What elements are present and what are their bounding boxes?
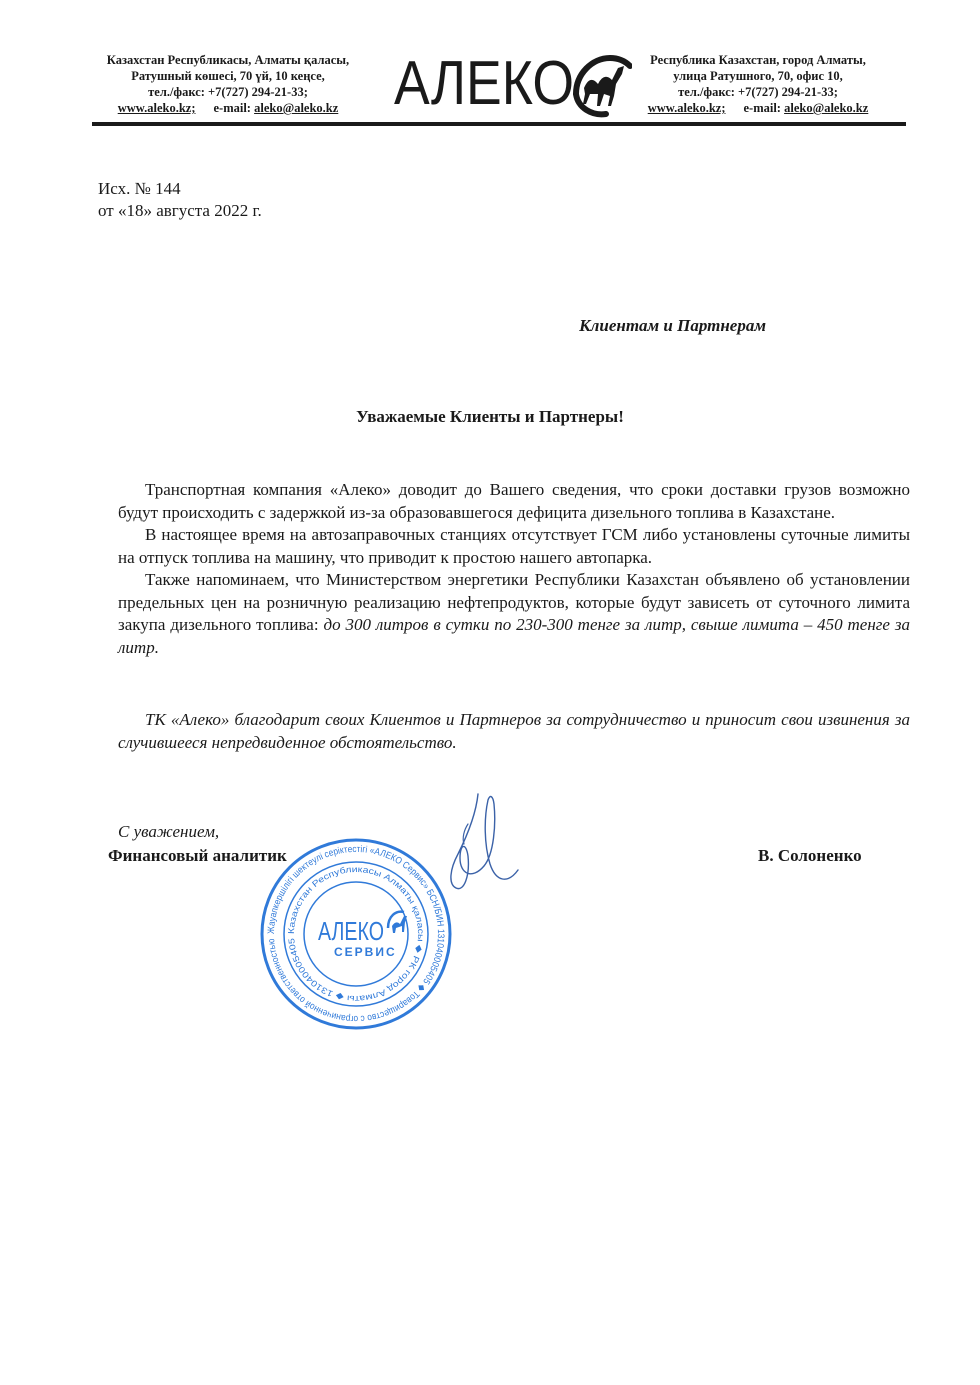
signatory-name: В. Солоненко xyxy=(758,846,862,865)
closing-regards: С уважением, xyxy=(118,822,220,841)
company-seal xyxy=(258,836,454,1032)
header-right-line-2: улица Ратушного, 70, офис 10, xyxy=(673,69,843,83)
letter-body xyxy=(118,479,910,659)
handwritten-signature xyxy=(438,784,548,914)
seal-inner-ring-text: Казахстан Республикасы Алматы қаласы ◆ РК город Алматы ◆ 131040005405 xyxy=(285,863,427,1005)
header-left-email xyxy=(213,100,338,116)
seal-sub-text: СЕРВИС xyxy=(334,945,397,959)
header-divider xyxy=(92,122,906,126)
addressee: Клиентам и Партнерам xyxy=(579,316,766,335)
header-right-website-link[interactable]: www.aleko.kz; xyxy=(647,101,726,115)
seal-logo-text: АЛЕКО xyxy=(318,916,384,946)
body-paragraph-2: В настоящее время на автозаправочных станциях отсутствует ГСМ либо установлены суточные лимиты на отпуск топлива на машину, что приводит к простою нашего автопарка. xyxy=(118,525,910,567)
header-right-email-link[interactable]: aleko@aleko.kz xyxy=(784,101,869,115)
header-left-line-2: Ратушный көшесі, 70 үй, 10 кеңсе, xyxy=(131,69,325,83)
logo-wordmark: АЛЕКО xyxy=(394,49,574,118)
header-left-website-link[interactable]: www.aleko.kz; xyxy=(117,101,196,115)
reference-date: от «18» августа 2022 г. xyxy=(98,201,262,220)
header-right-email xyxy=(743,100,868,116)
header-left-email-link[interactable]: aleko@aleko.kz xyxy=(254,101,339,115)
thanks-paragraph: ТК «Алеко» благодарит своих Клиентов и Партнеров за сотрудничество и приносит свои извинения за случившееся непредвиденное обстоятельство. xyxy=(118,710,910,752)
signatory-position: Финансовый аналитик xyxy=(108,846,287,865)
header-right-email-label: e-mail: xyxy=(743,101,781,115)
header-left-line-1: Казахстан Республикасы, Алматы қаласы, xyxy=(106,53,350,67)
header-left-address xyxy=(88,52,368,116)
header-right-address xyxy=(618,52,898,116)
header-right-contacts xyxy=(618,100,898,116)
body-paragraph-3 xyxy=(118,569,910,659)
header-left-email-label: e-mail: xyxy=(213,101,251,115)
header-right-line-1: Республика Казахстан, город Алматы, xyxy=(650,53,866,67)
header-left-line-3: тел./факс: +7(727) 294-21-33; xyxy=(148,85,308,99)
seal-outer-ring-text: Жауапкершілігі шектеулі серіктестігі «АЛЕКО Сервис» БСН/БИН 131040005405 ◆ Товарищество с ограниченной ответственностью xyxy=(265,843,447,1025)
body-paragraph-1: Транспортная компания «Алеко» доводит до Вашего сведения, что сроки доставки грузов возможно будут происходить с задержкой из-за образовавшегося дефицита дизельного топлива в Казахстане. xyxy=(118,480,910,522)
greeting: Уважаемые Клиенты и Партнеры! xyxy=(356,407,624,426)
header-left-contacts xyxy=(88,100,368,116)
outgoing-reference xyxy=(98,178,262,222)
reference-number: Исх. № 144 xyxy=(98,179,181,198)
company-logo xyxy=(392,44,632,118)
seal-camel-icon xyxy=(392,916,407,933)
body-paragraph-3-price-limits: до 300 литров в сутки по 230-300 тенге за литр, свыше лимита – 450 тенге за литр. xyxy=(118,615,910,657)
header-right-line-3: тел./факс: +7(727) 294-21-33; xyxy=(678,85,838,99)
body-paragraph-3-text: Также напоминаем, что Министерством энергетики Республики Казахстан объявлено об установлении предельных цен на розничную реализацию нефтепродуктов, которые будут зависеть от суточного лимита закупа дизельного топлива: xyxy=(118,570,910,634)
